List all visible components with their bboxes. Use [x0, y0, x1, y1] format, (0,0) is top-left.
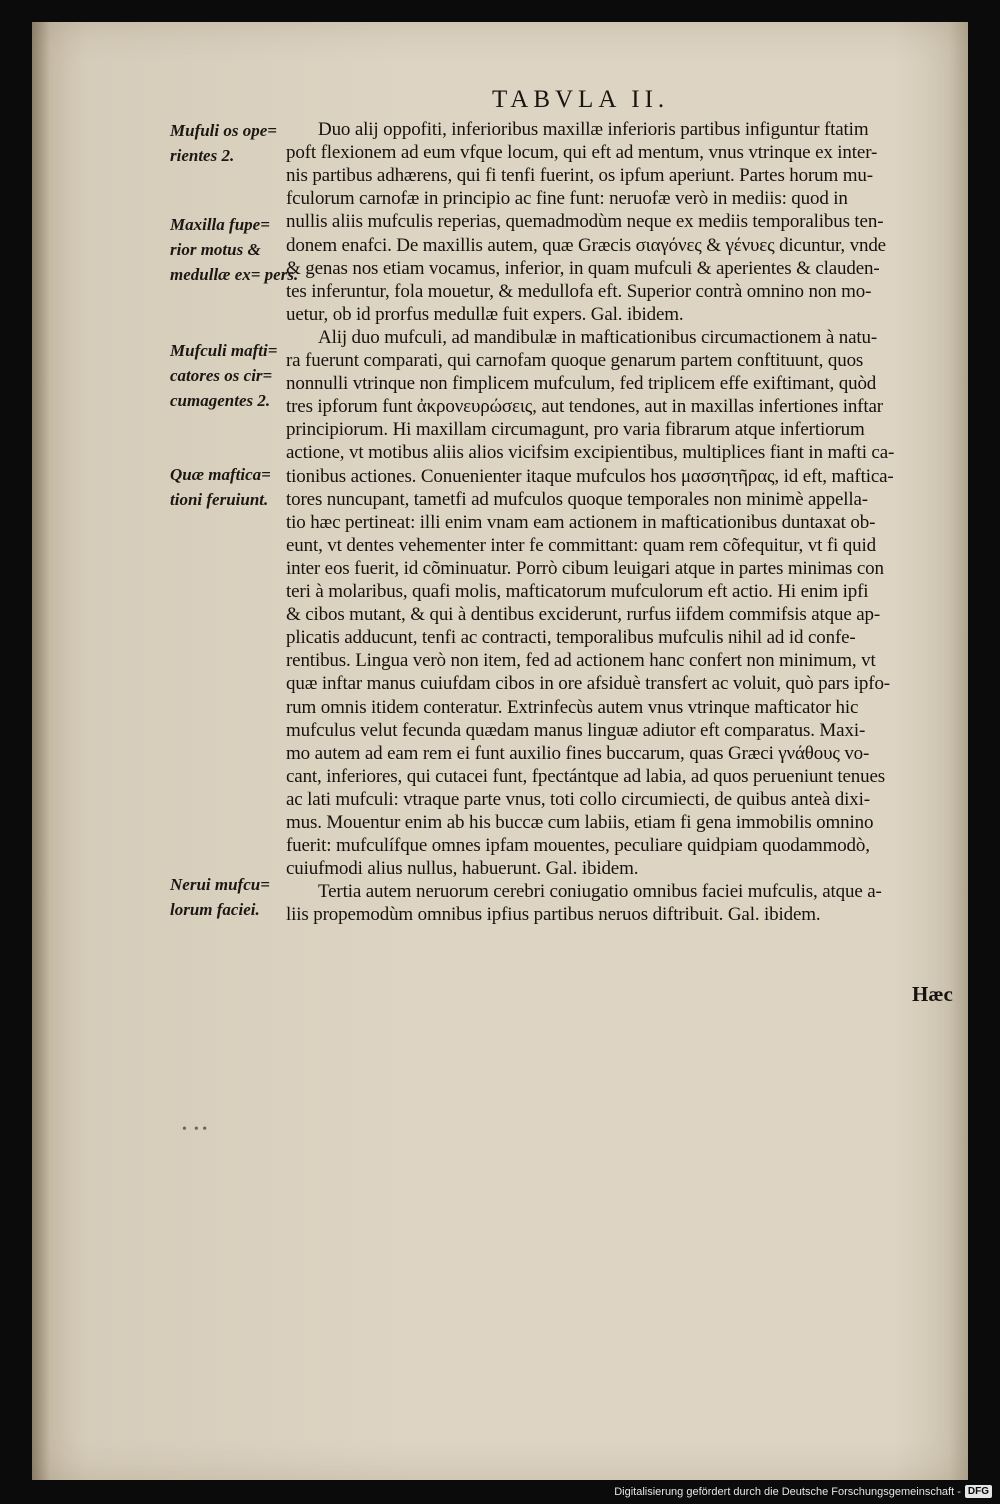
text-line: liis propemodùm omnibus ipfius partibus neruos diftribuit. Gal. ibidem. — [286, 904, 821, 926]
text-line: donem enafci. De maxillis autem, quæ Græcis σιαγόνες & γένυες dicuntur, vnde — [286, 234, 886, 256]
text-line: plicatis adducunt, tenfi ac contracti, temporalibus mufculis nihil ad id confe- — [286, 627, 856, 649]
catchword: Hæc — [912, 982, 953, 1006]
margin-note: Quæ maftica= tioni feruiunt. — [170, 465, 271, 509]
footer — [614, 1485, 992, 1498]
text-line: ra fuerunt comparati, qui carnofam quoque genarum partem conftituunt, quos — [286, 350, 864, 371]
text-line: tores nuncupant, tametfi ad mufculos quoque temporales non minimè appella- — [286, 488, 868, 510]
margin-note: Mufculi mafti= catores os cir= cumagentes 2. — [170, 341, 278, 410]
text-line: mo autem ad eam rem ei funt auxilio fines buccarum, quas Græci γνάθους vo- — [286, 742, 870, 764]
text-line: poft flexionem ad eum vfque locum, qui eft ad mentum, vnus vtrinque ex inter- — [286, 142, 878, 164]
text-line: mus. Mouentur enim ab his buccæ cum labiis, etiam fi gena immobilis omnino — [286, 812, 874, 833]
text-line: nullis aliis mufculis reperias, quemadmodùm neque ex mediis temporalibus ten- — [286, 211, 884, 233]
text-line: mufculus velut fecunda quædam manus linguæ adiutor eft comparatus. Maxi- — [286, 719, 866, 741]
text-line: Alij duo mufculi, ad mandibulæ in mafticationibus circumactionem à natu- — [318, 326, 878, 348]
margin-note: Nerui mufcu= lorum faciei. — [170, 875, 270, 919]
funding-credit: Digitalisierung gefördert durch die Deutsche Forschungsgemeinschaft - — [614, 1485, 961, 1498]
text-line: Tertia autem neruorum cerebri coniugatio omnibus faciei mufculis, atque a- — [318, 881, 882, 903]
book-page — [32, 22, 968, 1480]
text-line: nis partibus adhærens, qui fi tenfi fuerint, os ipfum aperiunt. Partes horum mu- — [286, 165, 873, 187]
text-line: inter eos fuerit, id cõminuatur. Porrò cibum leuigari atque in partes minimas con — [286, 557, 884, 579]
text-line: & cibos mutant, & qui à dentibus exciderunt, rurfus iifdem commifsis atque ap- — [286, 604, 881, 626]
dfg-logo-icon: DFG — [965, 1485, 992, 1498]
text-line: cuiufmodi alius nullus, habuerunt. Gal. ibidem. — [286, 858, 639, 880]
text-line: ac lati mufculi: vtraque parte vnus, toti collo circumiecti, de quibus anteà dixi- — [286, 788, 870, 810]
text-line: fuerit: mufculífque omnes ipfam mouentes, peculiare quidpiam quodammodò, — [286, 835, 870, 857]
text-line: tes inferuntur, fola mouetur, & medullofa eft. Superior contrà omnino non mo- — [286, 280, 872, 302]
text-line: nonnulli vtrinque non fimplicem mufculum, fed triplicem effe exiftimant, quòd — [286, 373, 877, 395]
text-line: Duo alij oppofiti, inferioribus maxillæ inferioris partibus infiguntur ftatim — [318, 119, 869, 140]
text-line: quæ inftar manus cuiufdam cibos in ore afsiduè transfert ac voluit, quò pars ipfo- — [286, 673, 890, 695]
text-line: fculorum carnofæ in principio ac fine funt: neruofæ verò in mediis: quod in — [286, 188, 848, 210]
text-line: tres ipforum funt ἀκρονευρώσεις, aut tendones, aut in maxillas infertiones inftar — [286, 396, 883, 418]
text-line: teri à molaribus, quafi molis, mafticatorum mufculorum eft actio. Hi enim ipfi — [286, 581, 869, 602]
ink-specks: • • • — [182, 1122, 208, 1137]
margin-note: Mufuli os ope= rientes 2. — [170, 121, 277, 165]
text-line: principiorum. Hi maxillam circumagunt, pro varia fibrarum atque infertiorum — [286, 419, 865, 441]
page-title: TABVLA II. — [492, 86, 670, 113]
text-line: & genas nos etiam vocamus, inferior, in quam mufculi & aperientes & clauden- — [286, 257, 880, 279]
text-line: tio hæc pertineat: illi enim vnam eam actionem in mafticationibus duntaxat ob- — [286, 511, 876, 533]
text-line: cant, inferiores, qui cutacei funt, fpectántque ad labia, ad quos perueniunt tenues — [286, 765, 886, 787]
text-line: rum omnis itidem conteratur. Extrinfecùs autem vnus vtrinque mafticator hic — [286, 696, 859, 718]
text-line: uetur, ob id prorfus medullæ fuit expers. Gal. ibidem. — [286, 303, 684, 325]
text-line: rentibus. Lingua verò non item, fed ad actionem hanc confert non minimum, vt — [286, 650, 876, 672]
text-line: tionibus actiones. Conuenienter itaque mufculos hos μασσητῆρας, id eft, maftica- — [286, 465, 894, 487]
text-line: actione, vt motibus aliis alios vicifsim excipientibus, multiplices fiant in mafti ca- — [286, 442, 895, 464]
text-line: eunt, vt dentes vehementer inter fe committant: quam rem cõfequitur, vt fi quid — [286, 534, 876, 556]
margin-note: Maxilla fupe= rior motus & medullæ ex= pers. — [170, 215, 299, 284]
